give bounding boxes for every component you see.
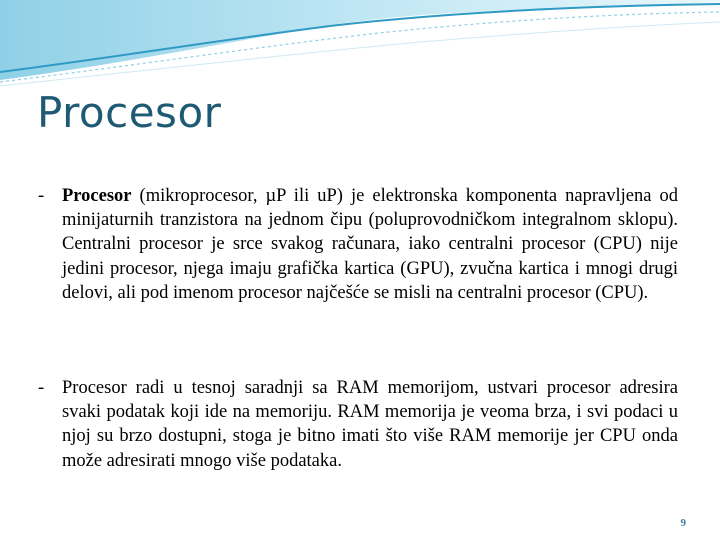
decorative-wave-header (0, 0, 720, 90)
page-number: 9 (680, 517, 686, 529)
bullet-dash: - (38, 378, 45, 398)
bullet-body: (mikroprocesor, µP ili uP) je elektronska komponenta napravljena od minijaturnih tranzistora na jednom čipu (poluprovodničkom integralnom sklopu). Centralni procesor je srce svakog računara, iako centralni procesor (CPU) nije jedini procesor, njega imaju grafička kartica (GPU), zvučna kartica i mnogi drugi delovi, ali pod imenom procesor najčešće se misli na centralni procesor (CPU). (62, 186, 678, 303)
bullet-text (62, 184, 678, 305)
bullet-item-2 (38, 376, 678, 473)
bullet-text: Procesor radi u tesnoj saradnji sa RAM memorijom, ustvari procesor adresira svaki podatak koji ide na memoriju. RAM memorija je veoma brza, i svi podaci u njoj su brzo dostupni, stoga je bitno imati što više RAM memorije jer CPU onda može adresirati mnogo više podataka. (62, 378, 678, 471)
slide-title: Procesor (37, 88, 222, 137)
bullet-item-1 (38, 184, 678, 305)
bullet-dash: - (38, 186, 45, 206)
bullet-lead-term: Procesor (62, 186, 132, 206)
